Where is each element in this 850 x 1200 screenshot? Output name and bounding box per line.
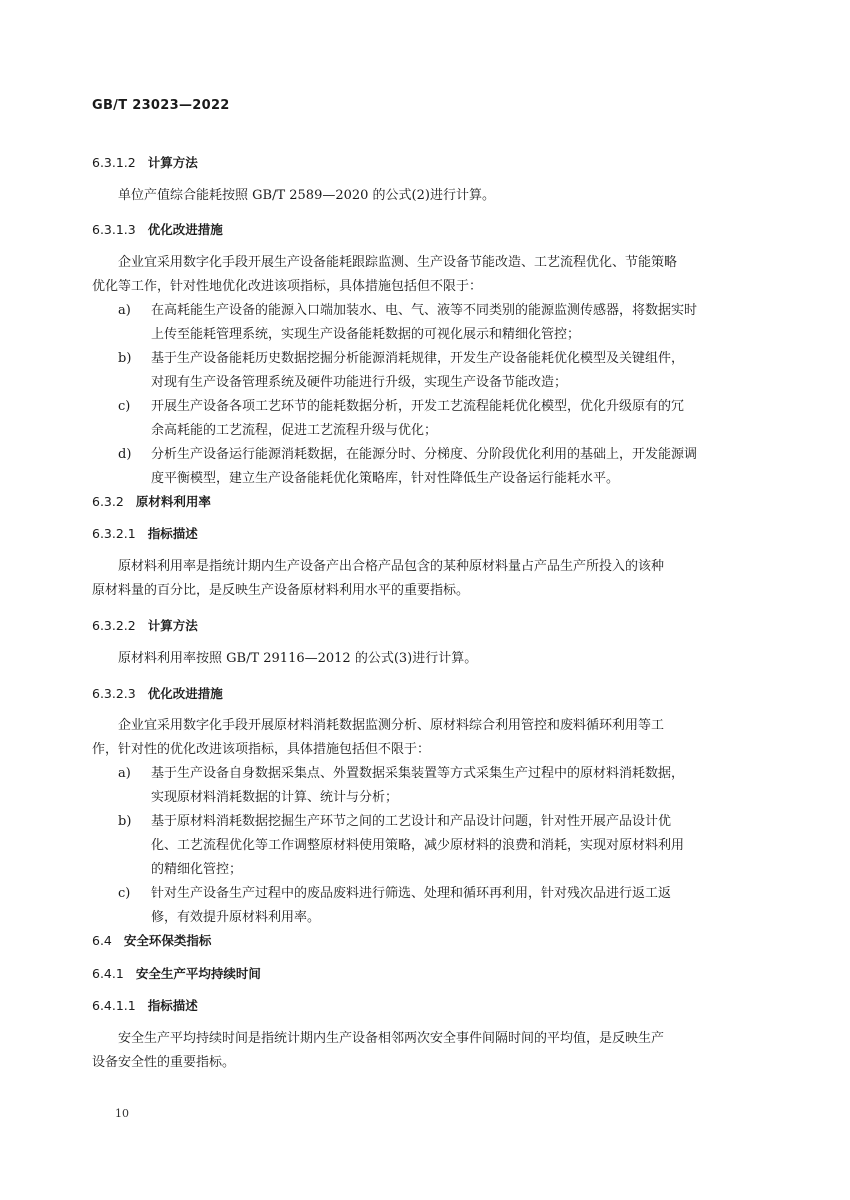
list-item-text <box>151 299 751 347</box>
section-heading-6-4-1-1 <box>92 996 198 1014</box>
list-marker: a) <box>118 303 131 318</box>
section-title: 优化改进措施 <box>147 686 223 701</box>
list-item-text <box>151 395 751 443</box>
paragraph-line: 优化等工作，针对性地优化改进该项指标，具体措施包括但不限于： <box>92 279 483 294</box>
section-number: 6.4.1 <box>92 966 124 981</box>
list-marker: b) <box>118 351 132 366</box>
list-item-text <box>151 443 751 491</box>
section-number: 6.3.1.2 <box>92 155 136 170</box>
section-number: 6.3.2 <box>92 494 124 509</box>
page-number: 10 <box>115 1107 129 1120</box>
section-title: 计算方法 <box>147 155 198 170</box>
list-line: 对现有生产设备管理系统及硬件功能进行升级，实现生产设备节能改造； <box>151 375 568 390</box>
paragraph-line: 原材料利用率是指统计期内生产设备产出合格产品包含的某种原材料量占产品生产所投入的该种 <box>118 559 665 574</box>
list-marker: c) <box>118 399 131 414</box>
section-title: 优化改进措施 <box>147 222 223 237</box>
section-heading-6-4 <box>92 931 211 949</box>
paragraph-line: 设备安全性的重要指标。 <box>92 1055 236 1070</box>
paragraph-line: 原材料量的百分比，是反映生产设备原材料利用水平的重要指标。 <box>92 583 470 598</box>
list-item-text <box>151 882 751 930</box>
list-marker: b) <box>118 814 132 829</box>
list-line: 开展生产设备各项工艺环节的能耗数据分析，开发工艺流程能耗优化模型，优化升级原有的冗 <box>151 399 685 414</box>
section-heading-6-3-2 <box>92 492 211 510</box>
paragraph-line: 安全生产平均持续时间是指统计期内生产设备相邻两次安全事件间隔时间的平均值，是反映生产 <box>118 1031 665 1046</box>
section-title: 安全环保类指标 <box>123 933 212 948</box>
list-line: 基于原材料消耗数据挖掘生产环节之间的工艺设计和产品设计问题，针对性开展产品设计优 <box>151 814 672 829</box>
paragraph-line: 企业宜采用数字化手段开展生产设备能耗跟踪监测、生产设备节能改造、工艺流程优化、节能策略 <box>118 255 678 270</box>
section-heading-6-3-2-3 <box>92 684 223 702</box>
list-line: 化、工艺流程优化等工作调整原材料使用策略，减少原材料的浪费和消耗，实现对原材料利用 <box>151 838 685 853</box>
list-marker: d) <box>118 447 132 462</box>
list-line: 分析生产设备运行能源消耗数据，在能源分时、分梯度、分阶段优化利用的基础上，开发能源调 <box>151 447 698 462</box>
list-line: 度平衡模型，建立生产设备能耗优化策略库，针对性降低生产设备运行能耗水平。 <box>151 471 620 486</box>
paragraph-line: 作，针对性的优化改进该项指标，具体措施包括但不限于： <box>92 742 431 757</box>
list-line: 余高耗能的工艺流程，促进工艺流程升级与优化； <box>151 423 438 438</box>
section-number: 6.3.2.3 <box>92 686 136 701</box>
paragraph-line: 原材料利用率按照 GB/T 29116—2012 的公式(3)进行计算。 <box>118 651 478 666</box>
section-number: 6.3.1.3 <box>92 222 136 237</box>
section-heading-6-3-2-1 <box>92 524 198 542</box>
section-heading-6-3-1-3 <box>92 220 223 238</box>
section-number: 6.4.1.1 <box>92 998 136 1013</box>
section-number: 6.3.2.1 <box>92 526 136 541</box>
section-heading-6-4-1 <box>92 964 261 982</box>
list-item-text <box>151 810 751 882</box>
list-line: 上传至能耗管理系统，实现生产设备能耗数据的可视化展示和精细化管控； <box>151 327 581 342</box>
standard-number: GB/T 23023—2022 <box>92 98 230 113</box>
section-title: 指标描述 <box>147 526 198 541</box>
section-title: 原材料利用率 <box>135 494 211 509</box>
paragraph-line: 单位产值综合能耗按照 GB/T 2589—2020 的公式(2)进行计算。 <box>118 188 495 203</box>
section-number: 6.4 <box>92 933 112 948</box>
paragraph-line: 企业宜采用数字化手段开展原材料消耗数据监测分析、原材料综合利用管控和废料循环利用等工 <box>118 718 665 733</box>
section-number: 6.3.2.2 <box>92 618 136 633</box>
list-line: 实现原材料消耗数据的计算、统计与分析； <box>151 790 399 805</box>
section-heading-6-3-1-2 <box>92 153 198 171</box>
list-marker: a) <box>118 766 131 781</box>
list-line: 基于生产设备自身数据采集点、外置数据采集装置等方式采集生产过程中的原材料消耗数据， <box>151 766 685 781</box>
list-line: 基于生产设备能耗历史数据挖掘分析能源消耗规律，开发生产设备能耗优化模型及关键组件， <box>151 351 685 366</box>
list-item-text <box>151 347 751 395</box>
list-marker: c) <box>118 886 131 901</box>
section-title: 指标描述 <box>147 998 198 1013</box>
list-line: 的精细化管控； <box>151 862 243 877</box>
list-item-text <box>151 762 751 810</box>
section-title: 计算方法 <box>147 618 198 633</box>
section-heading-6-3-2-2 <box>92 616 198 634</box>
section-title: 安全生产平均持续时间 <box>135 966 261 981</box>
list-line: 针对生产设备生产过程中的废品废料进行筛选、处理和循环再利用，针对残次品进行返工返 <box>151 886 672 901</box>
list-line: 在高耗能生产设备的能源入口端加装水、电、气、液等不同类别的能源监测传感器，将数据实时 <box>151 303 698 318</box>
list-line: 修，有效提升原材料利用率。 <box>151 910 321 925</box>
